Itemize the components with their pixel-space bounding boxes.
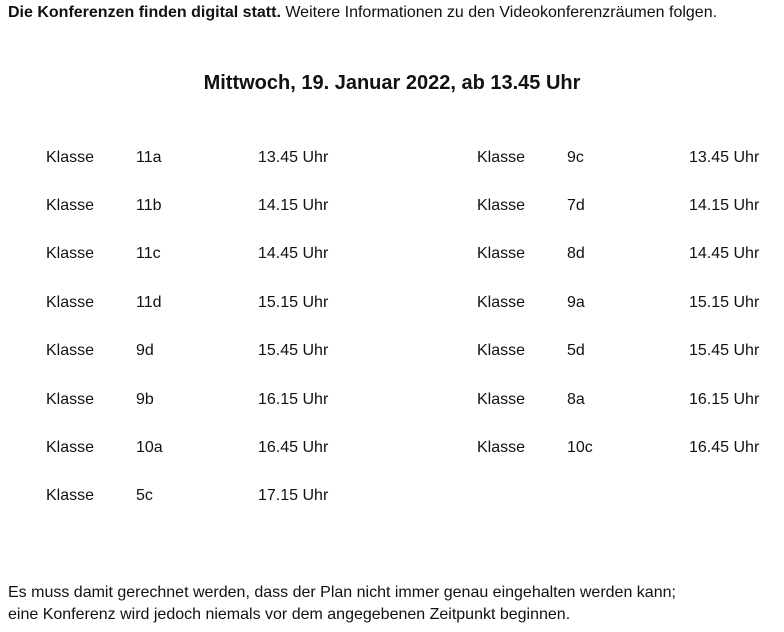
class-time: 15.45 Uhr xyxy=(258,342,329,359)
page-title: Mittwoch, 19. Januar 2022, ab 13.45 Uhr xyxy=(203,72,581,94)
schedule-row xyxy=(0,292,784,314)
class-time: 15.45 Uhr xyxy=(689,342,760,359)
schedule-row xyxy=(0,389,784,411)
class-label: Klasse xyxy=(46,487,95,504)
class-name: 9b xyxy=(136,391,154,408)
class-time: 17.15 Uhr xyxy=(258,487,329,504)
class-name: 9c xyxy=(567,149,584,166)
class-name: 5d xyxy=(567,342,585,359)
class-label: Klasse xyxy=(477,149,526,166)
schedule-row xyxy=(0,195,784,217)
intro-bold: Die Konferenzen finden digital statt. xyxy=(8,4,281,21)
class-label: Klasse xyxy=(46,391,95,408)
footer-line-2: eine Konferenz wird jedoch niemals vor dem angegebenen Zeitpunkt beginnen. xyxy=(8,606,571,623)
footer-note xyxy=(8,582,676,626)
class-name: 10c xyxy=(567,439,593,456)
class-name: 10a xyxy=(136,439,163,456)
footer-line-1: Es muss damit gerechnet werden, dass der Plan nicht immer genau eingehalten werden kann; xyxy=(8,584,676,601)
schedule-row xyxy=(0,437,784,459)
class-label: Klasse xyxy=(46,197,95,214)
schedule-row xyxy=(0,243,784,265)
class-time: 13.45 Uhr xyxy=(258,149,329,166)
schedule-row xyxy=(0,147,784,169)
class-label: Klasse xyxy=(477,439,526,456)
class-label: Klasse xyxy=(46,149,95,166)
class-name: 9d xyxy=(136,342,154,359)
class-label: Klasse xyxy=(477,294,526,311)
class-time: 14.45 Uhr xyxy=(258,245,329,262)
class-name: 9a xyxy=(567,294,585,311)
class-name: 11a xyxy=(136,149,162,166)
class-name: 11c xyxy=(136,245,161,262)
class-label: Klasse xyxy=(477,391,526,408)
class-time: 14.45 Uhr xyxy=(689,245,760,262)
class-time: 15.15 Uhr xyxy=(689,294,760,311)
class-name: 8a xyxy=(567,391,585,408)
schedule-row xyxy=(0,340,784,362)
class-label: Klasse xyxy=(46,245,95,262)
class-name: 5c xyxy=(136,487,153,504)
class-time: 16.15 Uhr xyxy=(258,391,329,408)
class-label: Klasse xyxy=(477,342,526,359)
class-name: 11b xyxy=(136,197,162,214)
class-time: 16.15 Uhr xyxy=(689,391,760,408)
class-time: 14.15 Uhr xyxy=(689,197,760,214)
class-label: Klasse xyxy=(46,294,95,311)
class-time: 15.15 Uhr xyxy=(258,294,329,311)
class-label: Klasse xyxy=(477,197,526,214)
class-time: 13.45 Uhr xyxy=(689,149,760,166)
class-label: Klasse xyxy=(477,245,526,262)
class-label: Klasse xyxy=(46,439,95,456)
class-label: Klasse xyxy=(46,342,95,359)
class-time: 16.45 Uhr xyxy=(258,439,329,456)
class-time: 16.45 Uhr xyxy=(689,439,760,456)
class-time: 14.15 Uhr xyxy=(258,197,329,214)
class-name: 8d xyxy=(567,245,585,262)
class-name: 11d xyxy=(136,294,162,311)
schedule-row xyxy=(0,485,392,507)
class-name: 7d xyxy=(567,197,585,214)
intro-rest: Weitere Informationen zu den Videokonferenzräumen folgen. xyxy=(280,4,718,21)
